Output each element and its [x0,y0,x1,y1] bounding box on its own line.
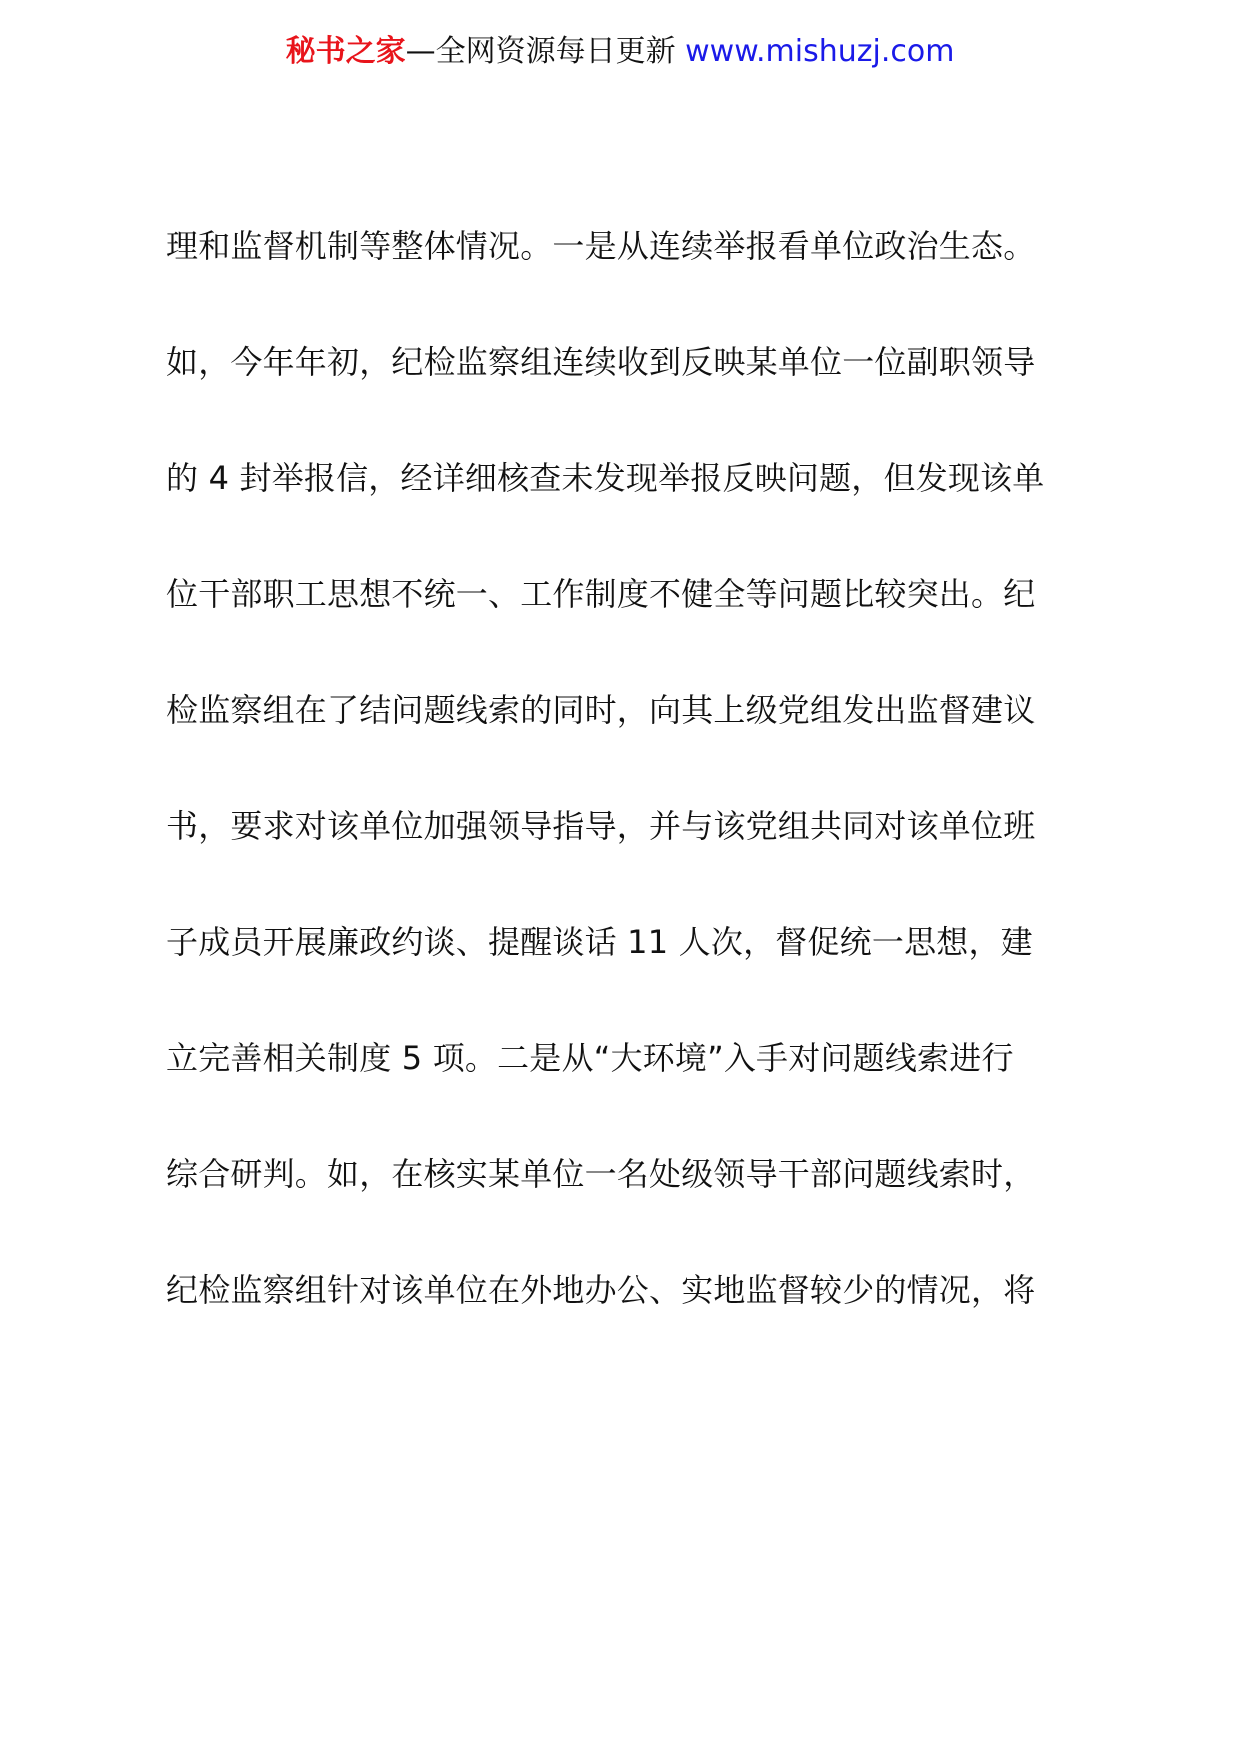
site-tagline: —全网资源每日更新 [405,34,686,69]
site-url-link[interactable]: www.mishuzj.com [685,34,955,69]
text-line: 书，要求对该单位加强领导指导，并与该党组共同对该单位班 [166,807,1036,845]
site-brand: 秘书之家 [285,34,406,69]
text-line: 位干部职工思想不统一、工作制度不健全等问题比较突出。纪 [166,575,1036,613]
text-line: 纪检监察组针对该单位在外地办公、实地监督较少的情况，将 [166,1271,1036,1309]
text-line: 的 4 封举报信，经详细核查未发现举报反映问题，但发现该单 [166,459,1045,497]
site-header [0,28,1240,76]
text-line: 理和监督机制等整体情况。一是从连续举报看单位政治生态。 [166,227,1036,265]
text-line: 子成员开展廉政约谈、提醒谈话 11 人次，督促统一思想，建 [166,923,1033,961]
text-line: 检监察组在了结问题线索的同时，向其上级党组发出监督建议 [166,691,1036,729]
text-line: 综合研判。如，在核实某单位一名处级领导干部问题线索时， [166,1155,1036,1193]
text-line: 如，今年年初，纪检监察组连续收到反映某单位一位副职领导 [166,343,1036,381]
text-line: 立完善相关制度 5 项。二是从“大环境”入手对问题线索进行 [166,1039,1014,1077]
